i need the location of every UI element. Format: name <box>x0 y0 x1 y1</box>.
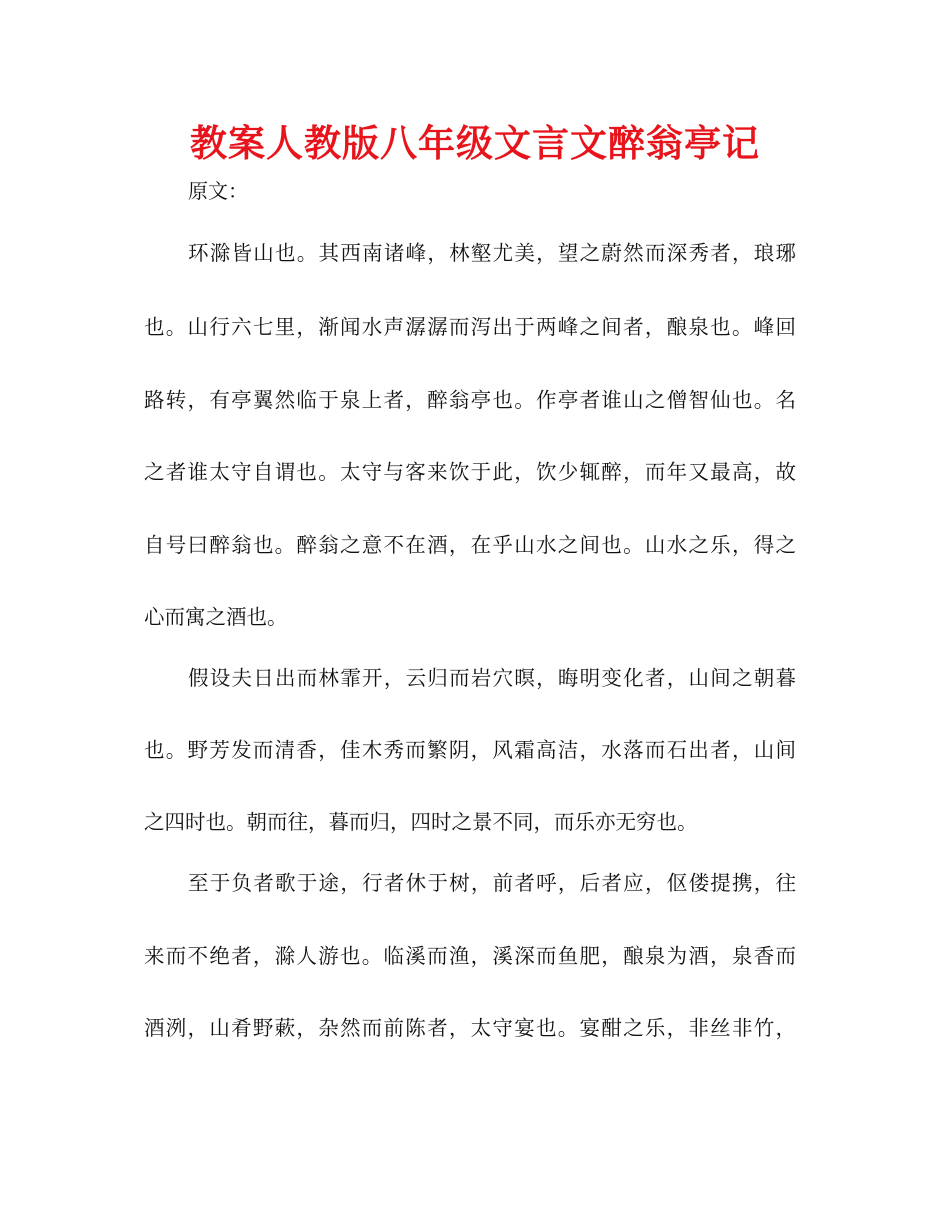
text-line: 路转，有亭翼然临于泉上者，醉翁亭也。作亭者谁山之僧智仙也。名 <box>144 388 796 412</box>
text-line: 来而不绝者，滁人游也。临溪而渔，溪深而鱼肥，酿泉为酒，泉香而 <box>144 944 796 968</box>
text-line: 至于负者歌于途，行者休于树，前者呼，后者应，伛偻提携，往 <box>188 871 796 895</box>
text-line: 心而寓之酒也。 <box>144 605 288 629</box>
text-line: 之者谁太守自谓也。太守与客来饮于此，饮少辄醉，而年又最高，故 <box>144 460 796 484</box>
section-label: 原文： <box>188 179 248 203</box>
text-line: 酒洌，山肴野蔌，杂然而前陈者，太守宴也。宴酣之乐，非丝非竹， <box>144 1016 796 1040</box>
text-line: 环滁皆山也。其西南诸峰，林壑尤美，望之蔚然而深秀者，琅琊 <box>188 241 796 265</box>
text-line: 之四时也。朝而往，暮而归，四时之景不同，而乐亦无穷也。 <box>144 810 698 834</box>
text-line: 也。野芳发而清香，佳木秀而繁阴，风霜高洁，水落而石出者，山间 <box>144 738 796 762</box>
text-line: 自号曰醉翁也。醉翁之意不在酒，在乎山水之间也。山水之乐，得之 <box>144 533 796 557</box>
text-line: 假设夫日出而林霏开，云归而岩穴暝，晦明变化者，山间之朝暮 <box>188 666 796 690</box>
text-line: 也。山行六七里，渐闻水声潺潺而泻出于两峰之间者，酿泉也。峰回 <box>144 315 796 339</box>
document-title: 教案人教版八年级文言文醉翁亭记 <box>190 122 760 165</box>
